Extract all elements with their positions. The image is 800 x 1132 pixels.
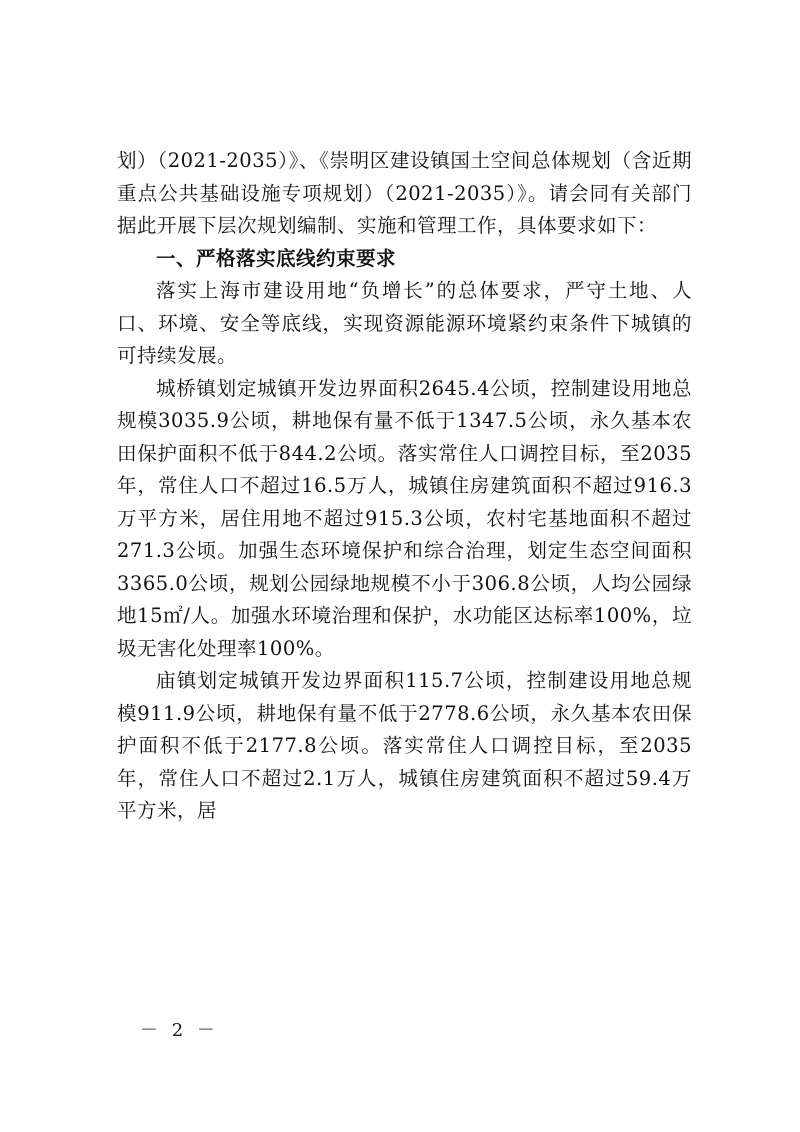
- paragraph-continuation: 划）（2021-2035）》、《崇明区建设镇国土空间总体规划（含近期重点公共基础设施专项规划）（2021-2035）》。请会同有关部门据此开展下层次规划编制、实施和管理工作，具体要求如下：: [117, 149, 692, 237]
- paragraph-miaozhen: 庙镇划定城镇开发边界面积115.7公顷，控制建设用地总规模911.9公顷，耕地保有量不低于2778.6公顷，永久基本农田保护面积不低于2177.8公顷。落实常住人口调控目标，至2035年，常住人口不超过2.1万人，城镇住房建筑面积不超过59.4万平方米，居: [117, 669, 692, 822]
- paragraph-overview: 落实上海市建设用地“负增长”的总体要求，严守土地、人口、环境、安全等底线，实现资源能源环境紧约束条件下城镇的可持续发展。: [117, 279, 692, 367]
- section-heading: 一、严格落实底线约束要求: [156, 246, 397, 270]
- page-number: － 2 －: [140, 1020, 219, 1041]
- document-body: [117, 145, 692, 828]
- paragraph-chengqiao: 城桥镇划定城镇开发边界面积2645.4公顷，控制建设用地总规模3035.9公顷，耕地保有量不低于1347.5公顷，永久基本农田保护面积不低于844.2公顷。落实常住人口调控目标，至2035年，常住人口不超过16.5万人，城镇住房建筑面积不超过916.3万平方米，居住用地不超过915.3公顷，农村宅基地面积不超过271.3公顷。加强生态环境保护和综合治理，划定生态空间面积3365.0公顷，规划公园绿地规模不小于306.8公顷，人均公园绿地15㎡/人。加强水环境治理和保护，水功能区达标率100%，垃圾无害化处理率100%。: [117, 376, 692, 660]
